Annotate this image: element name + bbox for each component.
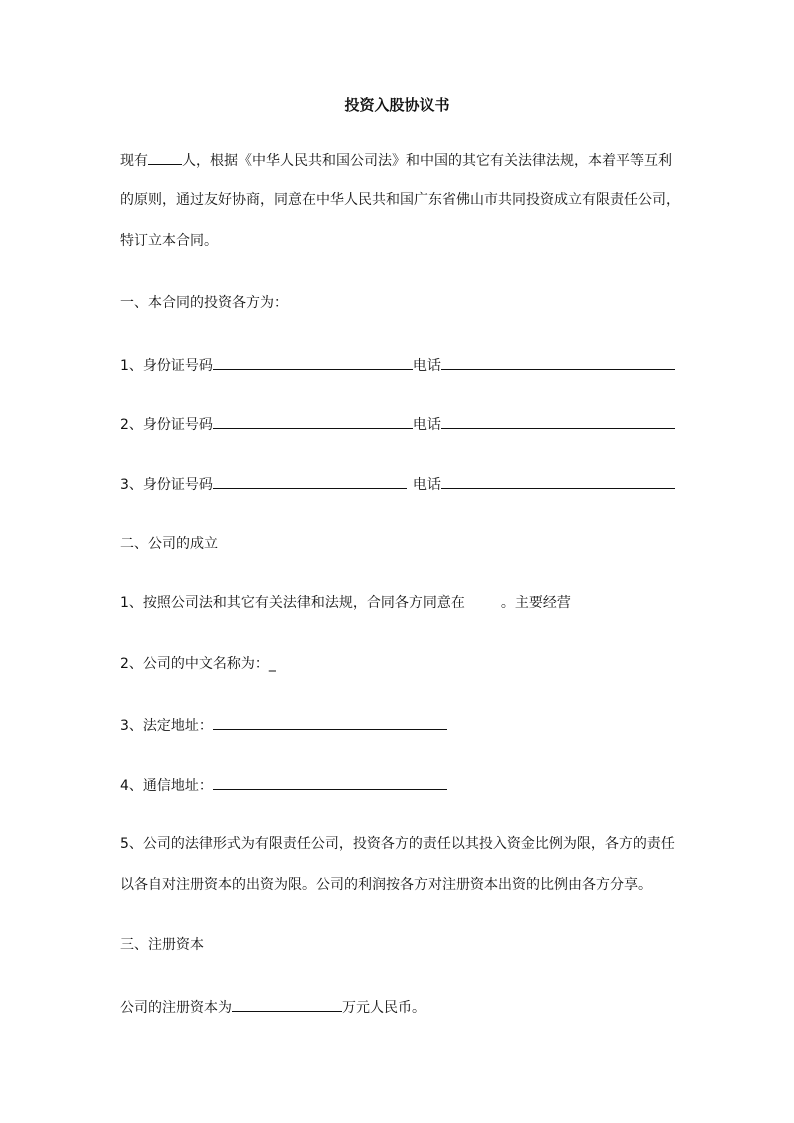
section-2-item-3 (120, 715, 447, 735)
mailing-address-blank[interactable] (213, 775, 447, 790)
intro-line-2: 的原则，通过友好协商，同意在中华人民共和国广东省佛山市共同投资成立有限责任公司， (120, 192, 680, 208)
investor-count-blank[interactable] (148, 150, 182, 165)
party-1-id-blank[interactable] (213, 355, 413, 370)
legal-address-label: 3、法定地址： (120, 718, 213, 734)
section-2-item-1 (120, 594, 571, 612)
section-2-item-5-line-1: 5、公司的法律形式为有限责任公司，投资各方的责任以其投入资金比例为限，各方的责任 (120, 836, 675, 852)
legal-address-blank[interactable] (213, 715, 447, 730)
intro-part-1: 现有 (120, 153, 148, 169)
party-2-id-label: 2、身份证号码 (120, 417, 213, 433)
section-2-heading: 二、公司的成立 (120, 536, 218, 552)
party-row-2 (120, 414, 675, 434)
intro-line-1 (120, 150, 672, 170)
section-3-heading: 三、注册资本 (120, 937, 204, 953)
party-3-phone-label: 电话 (412, 477, 441, 493)
mailing-address-label: 4、通信地址： (120, 778, 213, 794)
party-3-id-label: 3、身份证号码 (120, 477, 213, 493)
party-row-3 (120, 474, 675, 494)
party-1-phone-blank[interactable] (441, 355, 675, 370)
party-2-phone-blank[interactable] (441, 414, 675, 429)
capital-text-a: 公司的注册资本为 (120, 1000, 232, 1016)
party-3-phone-blank[interactable] (441, 474, 675, 489)
party-row-1 (120, 355, 675, 375)
section-1-heading: 一、本合同的投资各方为： (120, 295, 288, 311)
party-3-id-blank[interactable] (213, 474, 407, 489)
intro-part-2: 人，根据《中华人民共和国公司法》和中国的其它有关法律法规，本着平等互利 (182, 153, 672, 169)
capital-amount-blank[interactable] (232, 997, 342, 1012)
party-2-id-blank[interactable] (213, 414, 413, 429)
party-2-phone-label: 电话 (412, 417, 441, 433)
party-1-id-label: 1、身份证号码 (120, 358, 213, 374)
capital-text-b: 万元人民币。 (342, 1000, 426, 1016)
party-1-phone-label: 电话 (412, 358, 441, 374)
item-1-text-b: 。主要经营 (500, 595, 571, 611)
intro-line-3: 特订立本合同。 (120, 233, 218, 249)
section-2-item-4 (120, 775, 447, 795)
document-title: 投资入股协议书 (344, 96, 450, 114)
section-2-item-5-line-2: 以各自对注册资本的出资为限。公司的利润按各方对注册资本出资的比例由各方分享。 (120, 877, 652, 893)
registered-capital-line (120, 997, 426, 1017)
section-2-item-2: 2、公司的中文名称为：_ (120, 656, 276, 672)
item-1-text-a: 1、按照公司法和其它有关法律和法规，合同各方同意在 (120, 595, 465, 611)
